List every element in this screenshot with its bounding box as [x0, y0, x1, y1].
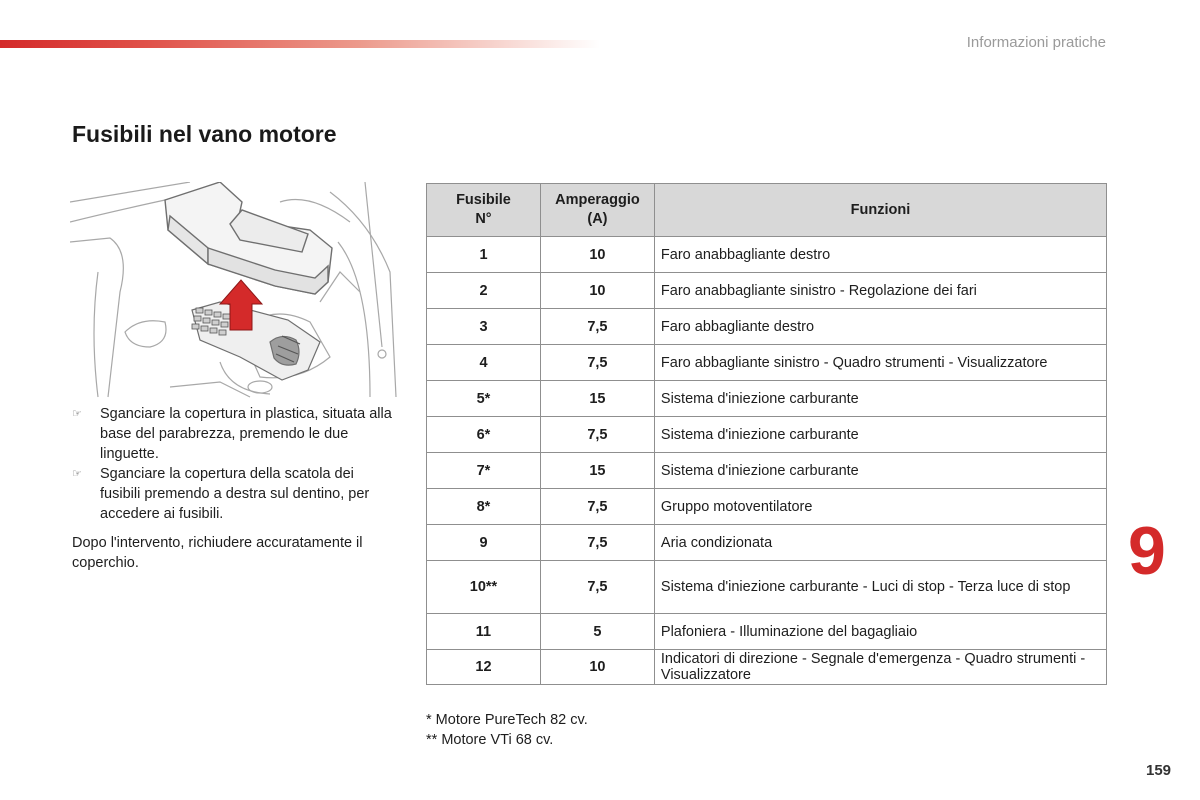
header-fuse-number: Fusibile N° — [427, 184, 541, 237]
chapter-number: 9 — [1128, 513, 1166, 589]
table-header-row — [427, 184, 1107, 237]
fuse-number: 12 — [427, 650, 541, 685]
page-number: 159 — [1146, 762, 1172, 779]
table-row — [427, 273, 1107, 309]
table-row — [427, 650, 1107, 685]
fuse-number: 5* — [427, 381, 541, 417]
fuse-amperage: 10 — [540, 273, 654, 309]
fuse-function: Aria condizionata — [654, 525, 1106, 561]
footnote: ** Motore VTi 68 cv. — [426, 732, 554, 748]
fuse-function: Faro anabbagliante destro — [654, 237, 1106, 273]
fuse-number: 2 — [427, 273, 541, 309]
fuse-number: 6* — [427, 417, 541, 453]
page-title: Fusibili nel vano motore — [72, 121, 337, 147]
fuse-amperage: 10 — [540, 650, 654, 685]
fuse-function: Gruppo motoventilatore — [654, 489, 1106, 525]
fuse-amperage: 10 — [540, 237, 654, 273]
fuse-number: 4 — [427, 345, 541, 381]
fuse-function: Plafoniera - Illuminazione del bagagliaio — [654, 614, 1106, 650]
table-row — [427, 237, 1107, 273]
fuse-number: 10** — [427, 561, 541, 614]
pointing-hand-icon: ☞ — [72, 468, 82, 480]
fuse-function: Sistema d'iniezione carburante — [654, 417, 1106, 453]
fuse-amperage: 7,5 — [540, 309, 654, 345]
table-row — [427, 417, 1107, 453]
fuse-number: 11 — [427, 614, 541, 650]
instruction-text: Sganciare la copertura in plastica, situata alla base del parabrezza, premendo le due linguette. — [100, 406, 392, 462]
fuse-amperage: 15 — [540, 381, 654, 417]
fuse-function: Sistema d'iniezione carburante - Luci di stop - Terza luce di stop — [654, 561, 1106, 614]
instruction-text: Sganciare la copertura della scatola dei fusibili premendo a destra sul dentino, per accedere ai fusibili. — [100, 466, 370, 522]
fuse-number: 1 — [427, 237, 541, 273]
fuse-table — [426, 183, 1107, 685]
section-label: Informazioni pratiche — [966, 34, 1106, 51]
fuse-function: Sistema d'iniezione carburante — [654, 453, 1106, 489]
fuse-function: Indicatori di direzione - Segnale d'emergenza - Quadro strumenti - Visualizzatore — [654, 650, 1106, 685]
fuse-number: 3 — [427, 309, 541, 345]
fuse-function: Faro abbagliante sinistro - Quadro strumenti - Visualizzatore — [654, 345, 1106, 381]
table-row — [427, 345, 1107, 381]
fuse-function: Faro anabbagliante sinistro - Regolazione dei fari — [654, 273, 1106, 309]
table-row — [427, 525, 1107, 561]
fuse-amperage: 7,5 — [540, 525, 654, 561]
footnote: * Motore PureTech 82 cv. — [426, 712, 588, 728]
instruction-list — [72, 404, 392, 524]
fuse-number: 8* — [427, 489, 541, 525]
header-amperage: Amperaggio (A) — [540, 184, 654, 237]
fuse-number: 9 — [427, 525, 541, 561]
header-functions: Funzioni — [654, 184, 1106, 237]
pointing-hand-icon: ☞ — [72, 408, 82, 420]
header-accent-bar — [0, 40, 600, 48]
table-row — [427, 489, 1107, 525]
engine-fusebox-illustration — [70, 182, 398, 400]
fuse-number: 7* — [427, 453, 541, 489]
fuse-function: Faro abbagliante destro — [654, 309, 1106, 345]
after-note: Dopo l'intervento, richiudere accuratamente il coperchio. — [72, 535, 363, 571]
instruction-item — [72, 464, 392, 524]
table-row — [427, 309, 1107, 345]
table-row — [427, 561, 1107, 614]
table-row — [427, 381, 1107, 417]
footnotes — [426, 710, 588, 750]
fuse-amperage: 7,5 — [540, 489, 654, 525]
fuse-amperage: 7,5 — [540, 345, 654, 381]
fuse-amperage: 7,5 — [540, 417, 654, 453]
fuse-amperage: 7,5 — [540, 561, 654, 614]
table-row — [427, 614, 1107, 650]
fuse-amperage: 15 — [540, 453, 654, 489]
instruction-item — [72, 404, 392, 464]
fuse-amperage: 5 — [540, 614, 654, 650]
fuse-function: Sistema d'iniezione carburante — [654, 381, 1106, 417]
table-row — [427, 453, 1107, 489]
